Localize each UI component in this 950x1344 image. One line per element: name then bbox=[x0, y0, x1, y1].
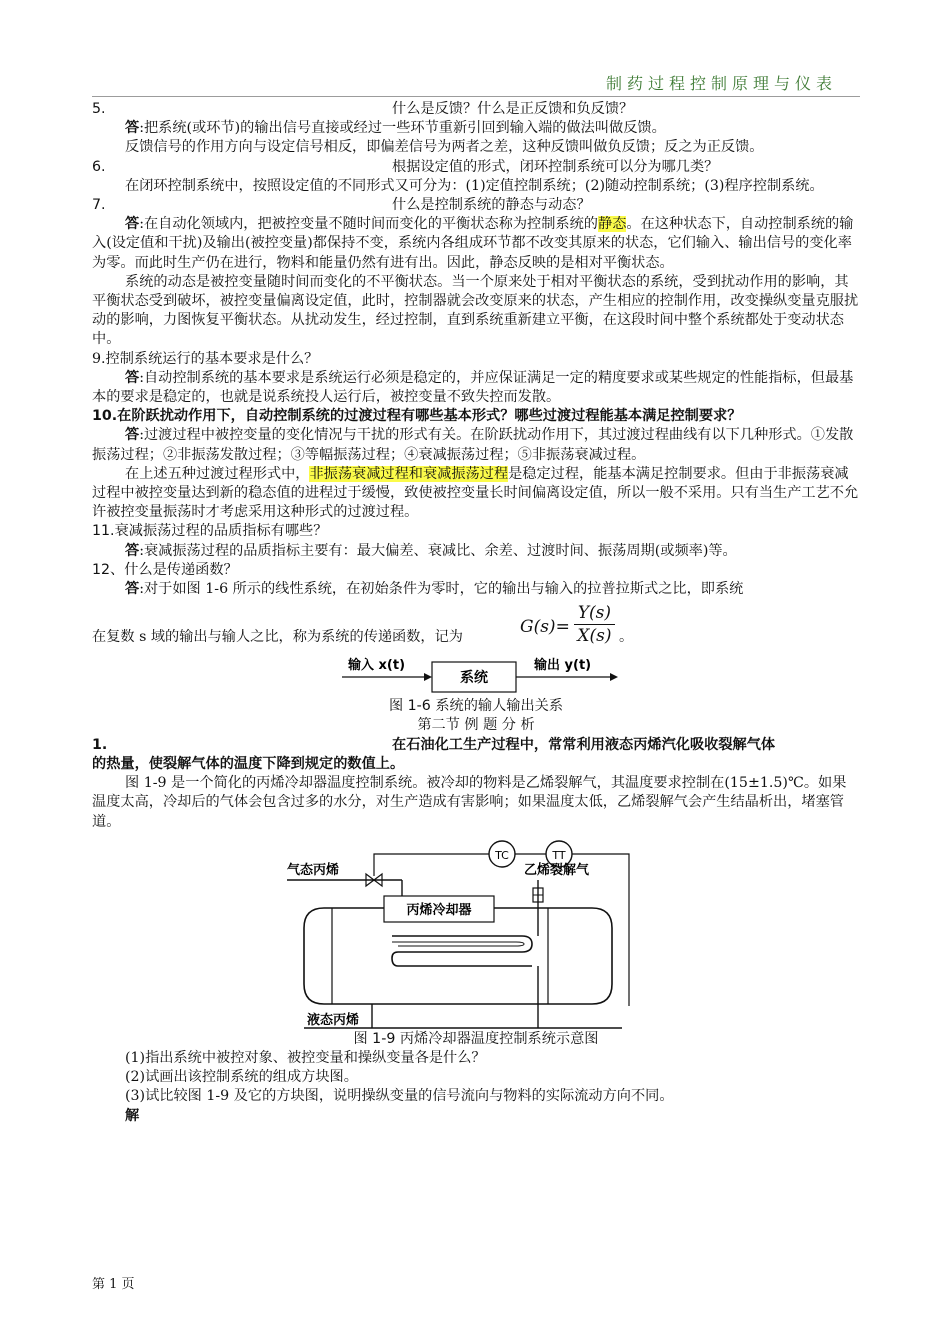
answer-label: 答 bbox=[125, 216, 140, 233]
example-title-continued: 的热量，使裂解气体的温度下降到规定的数值上。 bbox=[92, 755, 405, 772]
header-rule bbox=[92, 96, 860, 97]
answer-paragraph bbox=[92, 542, 860, 561]
output-label: 输出 y(t) bbox=[534, 658, 592, 674]
figure-1-9-diagram bbox=[92, 838, 860, 1034]
tube-bundle bbox=[392, 936, 532, 966]
answer-paragraph bbox=[92, 580, 860, 599]
question-heading-5 bbox=[92, 100, 860, 119]
solution-label: 解 bbox=[125, 1107, 140, 1124]
figure-1-9-caption: 图 1-9 丙烯冷却器温度控制系统示意图 bbox=[353, 1030, 599, 1047]
ethylene-gas-label: 乙烯裂解气 bbox=[524, 862, 590, 878]
system-block-label: 系统 bbox=[460, 670, 488, 687]
section-title: 第二节 例 题 分 析 bbox=[417, 717, 535, 734]
answer-label: 答 bbox=[125, 120, 140, 137]
sub-question-2: (2)试画出该控制系统的组成方块图。 bbox=[125, 1069, 358, 1086]
answer-paragraph bbox=[92, 119, 860, 138]
tt-label: TT bbox=[552, 848, 566, 862]
answer-label: 答 bbox=[125, 581, 140, 598]
formula-numerator: Y(s) bbox=[574, 602, 615, 625]
highlight-static: 静态 bbox=[598, 216, 627, 233]
question-title: 什么是反馈？什么是正反馈和负反馈？ bbox=[392, 101, 634, 117]
tc-label: TC bbox=[495, 848, 509, 862]
question-heading-7 bbox=[92, 196, 860, 215]
question-title: 什么是控制系统的静态与动态？ bbox=[392, 197, 591, 214]
sub-question-1: (1)指出系统中被控对象、被控变量和操纵变量各是什么？ bbox=[125, 1049, 486, 1066]
highlight-stable-processes: 非振荡衰减过程和衰减振荡过程 bbox=[309, 465, 509, 482]
paragraph: 图 1-9 是一个简化的丙烯冷却器温度控制系统。被冷却的物料是乙烯裂解气，其温度要求控制在(15±1.5)℃。如果温度太高，冷却后的气体会包含过多的水分，对生产造成有害影响；如果温度太低，乙烯裂解气会产生结晶析出，堵塞管道。 bbox=[92, 775, 847, 830]
figure-1-6-block-diagram bbox=[92, 649, 860, 695]
cooler-label: 丙烯冷却器 bbox=[406, 902, 472, 918]
answer-paragraph bbox=[92, 369, 860, 407]
paragraph-text: 在复数 s 域的输出与输人之比，称为系统的传递函数，记为 bbox=[92, 629, 463, 646]
answer-paragraph bbox=[92, 215, 860, 273]
answer-text: :衰减振荡过程的品质指标主要有：最大偏差、衰减比、余差、过渡时间、振荡周期(或频率)等。 bbox=[139, 542, 737, 559]
question-heading-12: 12、什么是传递函数？ bbox=[92, 561, 238, 578]
paragraph: 反馈信号的作用方向与设定信号相反，即偏差信号为两者之差，这种反馈叫做负反馈；反之为正反馈。 bbox=[125, 139, 764, 156]
input-arrow-head bbox=[424, 673, 432, 681]
question-heading-6 bbox=[92, 158, 860, 177]
question-number: 6. bbox=[92, 158, 106, 175]
example-number: 1. bbox=[92, 736, 108, 753]
answer-text: :自动控制系统的基本要求是系统运行必须是稳定的，并应保证满足一定的精度要求或某些规定的性能指标，但最基本的要求是稳定的，也就是说系统投人运行后，被控变量不致失控而发散。 bbox=[92, 369, 854, 406]
question-number: 7. bbox=[92, 197, 106, 214]
paragraph-text: 是稳定过程，能基本满足控制要求。但由于非振荡衰减过程中被控变量达到新的稳态值的进程过于缓慢，致使被控变量长时间偏离设定值，所以一般不采用。只有当生产工艺不允许被控变量振荡时才考虑采用这种形式的过渡过程。 bbox=[92, 465, 859, 521]
question-heading-9: 9.控制系统运行的基本要求是什么？ bbox=[92, 350, 319, 367]
answer-text: :过渡过程中被控变量的变化情况与干扰的形式有关。在阶跃扰动作用下，其过渡过程曲线有以下几种形式。①发散振荡过程；②非振荡发散过程；③等幅振荡过程；④衰减振荡过程；⑤非振荡衰减过程。 bbox=[92, 427, 854, 463]
paragraph bbox=[92, 465, 860, 523]
tc-valve-signal bbox=[374, 854, 489, 876]
answer-text: :在自动化领域内，把被控变量不随时间而变化的平衡状态称为控制系统的 bbox=[139, 216, 598, 233]
answer-text: :把系统(或环节)的输出信号直接或经过一些环节重新引回到输入端的做法叫做反馈。 bbox=[139, 120, 666, 137]
answer-label: 答 bbox=[125, 542, 140, 559]
answer-label: 答 bbox=[125, 427, 140, 444]
liquid-propylene-label: 液态丙烯 bbox=[307, 1012, 360, 1028]
sub-question-3: (3)试比较图 1-9 及它的方块图，说明操纵变量的信号流向与物料的实际流动方向不同。 bbox=[125, 1088, 674, 1105]
question-number: 5. bbox=[92, 101, 106, 117]
answer-text: :对于如图 1-6 所示的线性系统，在初始条件为零时，它的输出与输入的拉普拉斯式之比，即系统 bbox=[139, 581, 744, 598]
question-heading-11: 11.衰减振荡过程的品质指标有哪些？ bbox=[92, 523, 328, 540]
output-arrow-head bbox=[610, 673, 618, 681]
example-title: 在石油化工生产过程中，常常利用液态丙烯汽化吸收裂解气体 bbox=[392, 736, 776, 753]
gas-propylene-label: 气态丙烯 bbox=[287, 862, 340, 878]
figure-1-6-caption: 图 1-6 系统的输人输出关系 bbox=[388, 698, 564, 715]
page-number: 第 1 页 bbox=[92, 1277, 135, 1292]
running-header: 制药过程控制原理与仪表 bbox=[606, 74, 838, 93]
answer-label: 答 bbox=[125, 369, 140, 386]
page-content bbox=[92, 100, 860, 1126]
question-title: 根据设定值的形式，闭环控制系统可以分为哪几类？ bbox=[392, 158, 719, 175]
paragraph: 系统的动态是被控变量随时间而变化的不平衡状态。当一个原来处于相对平衡状态的系统，受到扰动作用的影响，其平衡状态受到破坏，被控变量偏离设定值，此时，控制器就会改变原来的状态，产生相应的控制作用，改变操纵变量克服扰动的影响，力图恢复平衡状态。从扰动发生，经过控制，直到系统重新建立平衡，在这段时间中整个系统都处于变动状态中。 bbox=[92, 273, 859, 348]
transfer-function-line bbox=[92, 599, 860, 649]
tube-bundle-inner bbox=[392, 942, 524, 946]
formula-lhs: G(s)= bbox=[520, 617, 570, 638]
answer-text: 。在这种状态下，自动控制系统的输入(设定值和干扰)及输出(被控变量)都保持不变，系统内各组成环节都不改变其原来的状态，它们输入、输出信号的变化率为零。而此时生产仍在进行，物料和能量仍然有进有出。因此，静态反映的是相对平衡状态。 bbox=[92, 216, 854, 271]
input-label: 输入 x(t) bbox=[348, 658, 406, 674]
answer-paragraph bbox=[92, 426, 860, 464]
example-heading-1 bbox=[92, 736, 860, 755]
question-heading-10: 10.在阶跃扰动作用下，自动控制系统的过渡过程有哪些基本形式？哪些过渡过程能基本满足控制要求？ bbox=[92, 408, 742, 425]
paragraph-text: 在上述五种过渡过程形式中， bbox=[125, 465, 310, 482]
transfer-function-formula bbox=[574, 602, 615, 647]
paragraph: 在闭环控制系统中，按照设定值的不同形式又可分为：(1)定值控制系统；(2)随动控制系统；(3)程序控制系统。 bbox=[125, 177, 824, 194]
formula-denominator: X(s) bbox=[577, 626, 612, 647]
formula-end: 。 bbox=[619, 629, 634, 646]
